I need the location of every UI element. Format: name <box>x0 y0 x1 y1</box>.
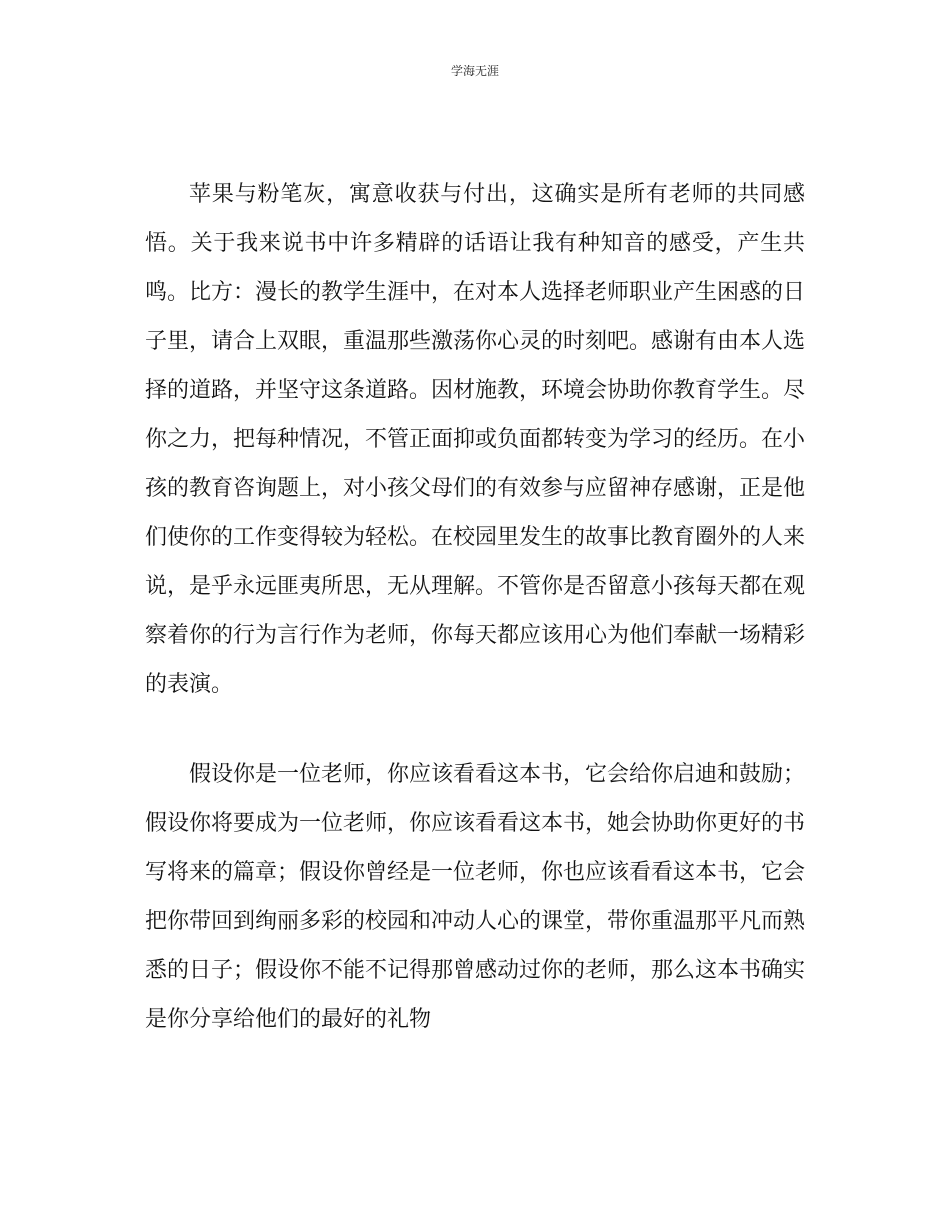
page-header: 学海无涯 <box>450 64 499 78</box>
body-paragraph-1: 苹果与粉笔灰，寓意收获与付出，这确实是所有老师的共同感悟。关于我来说书中许多精辟的话语让我有种知音的感受，产生共鸣。比方：漫长的教学生涯中，在对本人选择老师职业产生困惑的日子里，请合上双眼，重温那些激荡你心灵的时刻吧。感谢有由本人选择的道路，并坚守这条道路。因材施教，环境会协助你教育学生。尽你之力，把每种情况，不管正面抑或负面都转变为学习的经历。在小孩的教育咨询题上，对小孩父母们的有效参与应留神存感谢，正是他们使你的工作变得较为轻松。在校园里发生的故事比教育圈外的人来说，是乎永远匪夷所思，无从理解。不管你是否留意小孩每天都在观察着你的行为言行作为老师，你每天都应该用心为他们奉献一场精彩的表演。 <box>145 182 806 697</box>
body-paragraph-2: 假设你是一位老师，你应该看看这本书，它会给你启迪和鼓励；假设你将要成为一位老师，你应该看看这本书，她会协助你更好的书写将来的篇章；假设你曾经是一位老师，你也应该看看这本书，它会把你带回到绚丽多彩的校园和冲动人心的课堂，带你重温那平凡而熟悉的日子；假设你不能不记得那曾感动过你的老师，那么这本书确实是你分享给他们的最好的礼物 <box>145 762 806 1032</box>
